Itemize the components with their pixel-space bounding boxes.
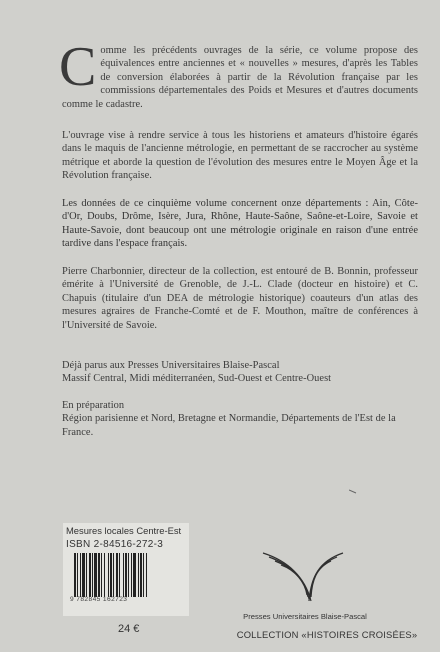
paragraph-purpose: L'ouvrage vise à rendre service à tous les historiens et amateurs d'histoire égarés dans le maquis de l'ancienne métrologie, en permettant de se raccrocher au système métrique et aborde la question de l'évolution des mesures entre le Moyen Âge et la Révolution française. (62, 130, 418, 182)
published-titles: Massif Central, Midi méditerranéen, Sud-Ouest et Centre-Ouest (62, 373, 332, 385)
publisher-logo-icon (253, 547, 353, 603)
collection-name: COLLECTION «HISTOIRES CROISÉES» (236, 629, 418, 640)
barcode-bar (77, 553, 78, 597)
barcode-bar (140, 553, 142, 597)
barcode-bar (138, 553, 139, 597)
barcode-bar (113, 553, 114, 597)
paragraph-departments: Les données de ce cinquième volume concernent onze départements : Ain, Côte-d'Or, Doubs, Drôme, Isère, Jura, Rhône, Haute-Saône, Saône-et-Loire, Savoie et Haute-Savoie, dont beaucoup ont une métrologie originale en raison d'une entrée tardive dans l'espace français. (62, 198, 418, 250)
barcode-number: 9 782845 162723 (70, 596, 128, 603)
barcode-bar (86, 553, 87, 597)
barcode-image (72, 553, 178, 597)
forthcoming-titles: Région parisienne et Nord, Bretagne et Normandie, Départements de l'Est de la France. (62, 413, 396, 438)
barcode-bar (94, 553, 97, 597)
barcode-bar (133, 553, 136, 597)
published-heading: Déjà parus aux Presses Universitaires Blaise-Pascal (62, 360, 280, 371)
paragraph-intro-text: omme les précédents ouvrages de la série, ce volume propose des équivalences entre anciennes et « nouvelles » mesures, d'après les Tables de conversion élaborées à partir de la Révolution française par les commissions départementales des Poids et Mesures et d'autres documents comme le cadastre. (62, 45, 418, 110)
paragraph-published (62, 359, 418, 386)
barcode-bar (110, 553, 112, 597)
barcode-bar (89, 553, 91, 597)
drop-cap: C (59, 36, 97, 98)
barcode-bar (131, 553, 132, 597)
barcode-bar (116, 553, 118, 597)
paragraph-forthcoming (62, 399, 418, 439)
barcode-bar (128, 553, 129, 597)
barcode-bar (92, 553, 93, 597)
barcode-bar (146, 553, 147, 597)
sticker-title: Mesures locales Centre-Est (66, 525, 182, 536)
barcode-bar (82, 553, 85, 597)
barcode-bar (104, 553, 105, 597)
speck-mark (349, 489, 357, 494)
price-label: 24 € (118, 623, 140, 635)
barcode-bar (119, 553, 120, 597)
barcode-bar (108, 553, 109, 597)
barcode-bar (80, 553, 81, 597)
paragraph-authors: Pierre Charbonnier, directeur de la collection, est entouré de B. Bonnin, professeur émérite à l'Université de Grenoble, de J.-L. Clade (docteur en histoire) et C. Chapuis (titulaire d'un DEA de métrologie historique) coauteurs d'un atlas des mesures agraires de Franche-Comté et de F. Mouthon, maître de conférences à l'Université de Savoie. (62, 266, 418, 331)
publisher-name: Presses Universitaires Blaise-Pascal (243, 612, 367, 621)
isbn-label: ISBN 2-84516-272-3 (66, 539, 164, 550)
barcode-bar (143, 553, 144, 597)
paragraph-intro (59, 36, 418, 111)
barcode-bar (125, 553, 127, 597)
barcode-bar (98, 553, 100, 597)
barcode-bar (123, 553, 124, 597)
barcode-bar (101, 553, 102, 597)
barcode-bar (74, 553, 76, 597)
forthcoming-heading: En préparation (62, 400, 125, 411)
